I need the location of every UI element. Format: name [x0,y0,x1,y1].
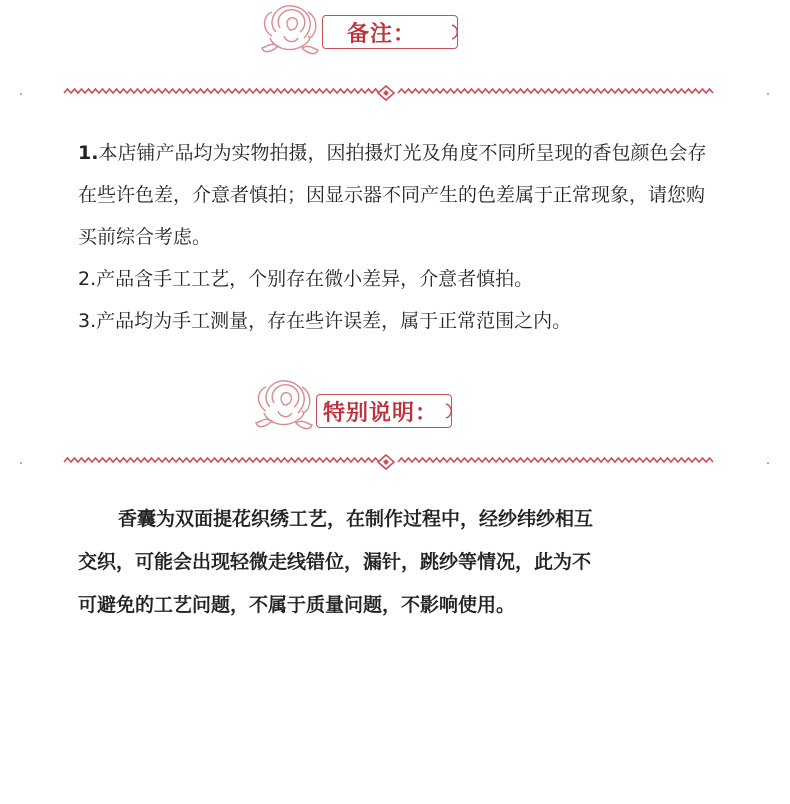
special-body [78,498,718,627]
special-line [78,541,718,584]
special-line-text: 交织，可能会出现轻微走线错位，漏针，跳纱等情况，此为不 [78,551,592,573]
special-title-box [316,394,452,428]
notes-title-box [322,15,458,49]
note-text: 产品均为手工测量，存在些许误差，属于正常范围之内。 [96,310,572,332]
rose-icon [258,2,322,60]
margin-dot [767,462,769,464]
note-number: 3. [78,310,97,332]
notes-body [78,132,718,342]
title-box-notch [444,403,458,419]
note-item-1 [78,132,718,258]
special-line [78,584,718,627]
special-title: 特别说明： [323,400,439,426]
special-line [78,498,718,541]
special-line-text: 可避免的工艺问题，不属于质量问题，不影响使用。 [78,594,516,616]
wave-divider [0,83,790,103]
note-item-3 [78,300,718,342]
special-line-text: 香囊为双面提花织绣工艺，在制作过程中，经纱纬纱相互 [118,508,594,530]
title-box-notch [450,24,464,40]
special-header [0,375,790,455]
margin-dot [20,93,22,95]
note-text: 本店铺产品均为实物拍摄，因拍摄灯光及角度不同所呈现的香包颜色会存在些许色差，介意者慎拍；因显示器不同产生的色差属于正常现象，请您购买前综合考虑。 [78,142,707,248]
wave-divider [0,452,790,472]
note-text: 产品含手工工艺，个别存在微小差异，介意者慎拍。 [96,268,534,290]
note-item-2 [78,258,718,300]
rose-icon [252,377,316,435]
notes-title: 备注： [347,21,417,47]
margin-dot [20,462,22,464]
margin-dot [767,93,769,95]
note-number: 2. [78,268,97,290]
note-number: 1. [78,142,99,164]
notes-header [0,0,790,80]
